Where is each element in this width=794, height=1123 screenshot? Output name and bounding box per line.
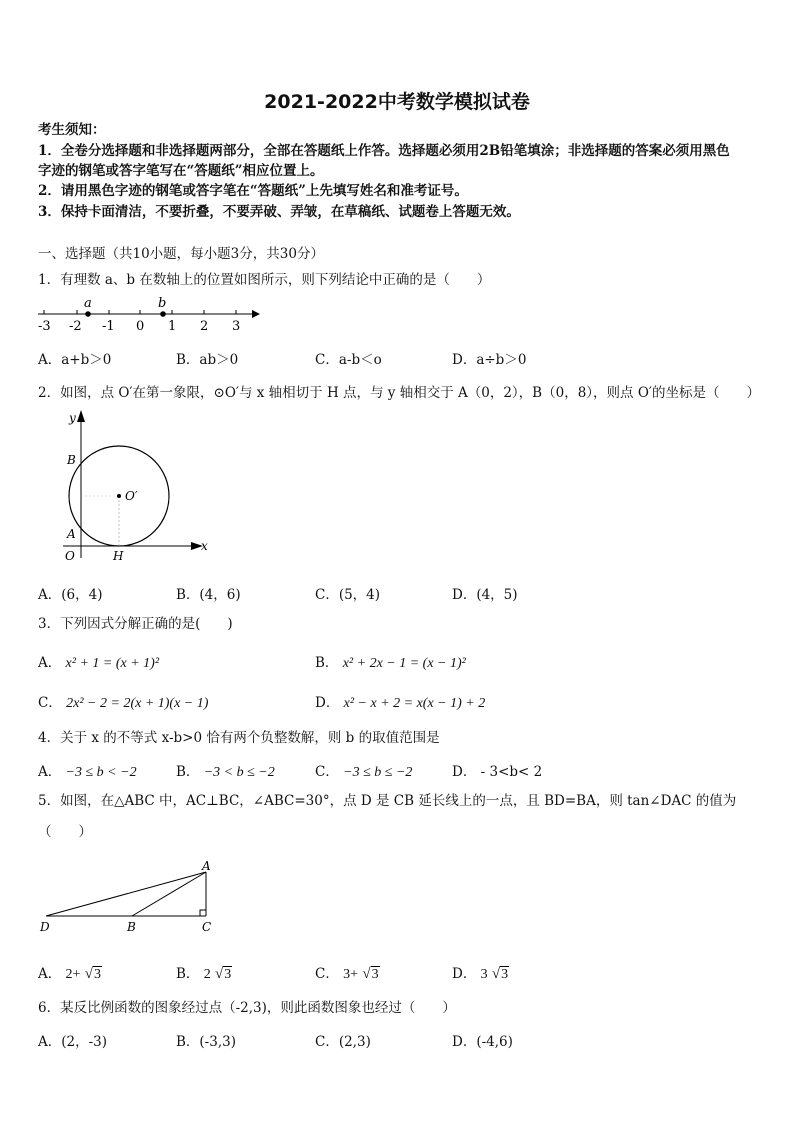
option-expression: −3 ≤ b ≤ −2	[343, 765, 413, 780]
notice-heading: 考生须知：	[38, 122, 106, 138]
option-letter: D．	[452, 764, 477, 780]
point-a-dot	[85, 311, 91, 317]
page-title: 2021-2022中考数学模拟试卷	[264, 91, 530, 113]
option-letter: A．	[38, 966, 62, 982]
q5-paren: （ ）	[38, 824, 92, 840]
q1-number-line	[34, 294, 260, 334]
q6-stem: 6．某反比例函数的图象经过点（-2,3)，则此函数图象也经过（ ）	[38, 1000, 456, 1016]
q1-option-d[interactable]: D．a÷b＞0	[452, 352, 527, 368]
q3-option-c[interactable]	[38, 691, 208, 712]
q1-option-c[interactable]: C．a-b＜o	[315, 352, 382, 368]
option-prefix: 3	[480, 967, 488, 982]
option-letter: C．	[315, 966, 339, 982]
q1-option-a[interactable]: A．a+b＞0	[38, 352, 112, 368]
option-letter: D．	[315, 695, 340, 711]
option-expression: x² + 1 = (x + 1)²	[65, 656, 160, 671]
q2-option-d[interactable]: D．(4，5)	[452, 587, 518, 603]
radicand: 3	[501, 967, 509, 982]
center-label: O′	[125, 489, 138, 503]
q3-option-b[interactable]	[315, 651, 466, 672]
tick-label: -3	[38, 319, 51, 334]
tick-label: 2	[200, 319, 209, 334]
y-axis-label: y	[69, 411, 76, 425]
radicand: 3	[93, 967, 101, 982]
q6-option-b[interactable]: B．(-3,3)	[176, 1034, 236, 1050]
q6-option-c[interactable]: C．(2,3)	[315, 1034, 371, 1050]
q2-option-c[interactable]: C．(5，4)	[315, 587, 381, 603]
sqrt-icon: √	[215, 966, 224, 982]
origin-label: O	[65, 549, 75, 563]
radicand: 3	[224, 967, 232, 982]
tick-label: 0	[136, 319, 145, 334]
option-letter: B．	[315, 655, 339, 671]
tick-label: -1	[102, 319, 115, 334]
notice-line-1: 1．全卷分选择题和非选择题两部分，全部在答题纸上作答。选择题必须用2B铅笔填涂；非选择题的答案必须用黑色	[38, 143, 730, 159]
q4-option-a[interactable]	[38, 760, 137, 781]
center-dot	[117, 494, 121, 498]
q6-option-a[interactable]: A．(2，-3)	[38, 1034, 108, 1050]
q4-stem: 4．关于 x 的不等式 x-b>0 恰有两个负整数解，则 b 的取值范围是	[38, 730, 440, 746]
point-b-label: b	[158, 296, 167, 311]
tick-label: 1	[168, 319, 177, 334]
section-heading: 一、选择题（共10小题，每小题3分，共30分）	[38, 246, 324, 262]
q2-figure	[55, 408, 215, 566]
q5-option-c[interactable]	[315, 962, 380, 983]
q2-stem: 2．如图，点 O′在第一象限，⊙O′与 x 轴相切于 H 点，与 y 轴相交于 A（0，2），B（0，8），则点 O′的坐标是（ ）	[38, 385, 760, 401]
option-expression: −3 < b ≤ −2	[203, 765, 275, 780]
q6-option-d[interactable]: D．(-4,6)	[452, 1034, 513, 1050]
radicand: 3	[371, 967, 379, 982]
x-axis-label: x	[201, 539, 208, 553]
tick-label: 3	[232, 319, 241, 334]
notice-line-2: 字迹的钢笔或答字笔写在“答题纸”相应位置上。	[38, 163, 324, 179]
point-a-label: A	[202, 860, 211, 873]
q1-stem: 1．有理数 a、b 在数轴上的位置如图所示，则下列结论中正确的是（ ）	[38, 272, 491, 288]
point-c-label: C	[202, 920, 212, 934]
q2-option-b[interactable]: B．(4，6)	[176, 587, 241, 603]
notice-line-3: 2．请用黑色字迹的钢笔或答字笔在“答题纸”上先填写姓名和准考证号。	[38, 183, 468, 199]
q3-option-d[interactable]	[315, 691, 485, 712]
option-prefix: 2+	[65, 967, 81, 982]
option-letter: A．	[38, 764, 62, 780]
tick-label: -2	[69, 319, 82, 334]
sqrt-icon: √	[491, 966, 501, 982]
q4-option-d[interactable]	[452, 760, 542, 780]
q5-figure	[36, 860, 216, 936]
option-letter: C．	[38, 695, 62, 711]
q5-stem: 5．如图，在△ABC 中，AC⊥BC，∠ABC=30°，点 D 是 CB 延长线上的一点，且 BD=BA，则 tan∠DAC 的值为	[38, 793, 737, 809]
point-a-label: A	[67, 527, 76, 541]
option-letter: A．	[38, 655, 62, 671]
option-expression: x² − x + 2 = x(x − 1) + 2	[343, 696, 486, 711]
q4-option-c[interactable]	[315, 760, 412, 781]
option-letter: B．	[176, 764, 200, 780]
sqrt-icon: √	[84, 966, 93, 982]
q5-option-a[interactable]	[38, 962, 102, 983]
point-b-dot	[160, 311, 166, 317]
option-expression: - 3<b< 2	[480, 764, 543, 780]
q4-option-b[interactable]	[176, 760, 275, 781]
q1-option-b[interactable]: B．ab＞0	[176, 352, 239, 368]
option-prefix: 3+	[343, 967, 359, 982]
point-b-label: B	[127, 920, 136, 934]
sqrt-icon: √	[362, 966, 371, 982]
option-letter: B．	[176, 966, 200, 982]
point-d-label: D	[40, 920, 50, 934]
q5-option-b[interactable]	[176, 962, 232, 983]
q5-option-d[interactable]	[452, 962, 509, 983]
option-prefix: 2	[203, 967, 211, 982]
option-expression: x² + 2x − 1 = (x − 1)²	[342, 656, 466, 671]
q3-option-a[interactable]	[38, 651, 159, 672]
point-h-label: H	[113, 549, 124, 563]
option-expression: −3 ≤ b < −2	[65, 765, 137, 780]
point-a-label: a	[84, 296, 92, 311]
q3-stem: 3．下列因式分解正确的是( )	[38, 616, 233, 632]
option-expression: 2x² − 2 = 2(x + 1)(x − 1)	[66, 696, 209, 711]
point-b-label: B	[67, 453, 76, 467]
q2-option-a[interactable]: A．(6，4)	[38, 587, 103, 603]
option-letter: C．	[315, 764, 339, 780]
notice-line-4: 3．保持卡面清洁，不要折叠，不要弄破、弄皱，在草稿纸、试题卷上答题无效。	[38, 204, 520, 220]
option-letter: D．	[452, 966, 477, 982]
